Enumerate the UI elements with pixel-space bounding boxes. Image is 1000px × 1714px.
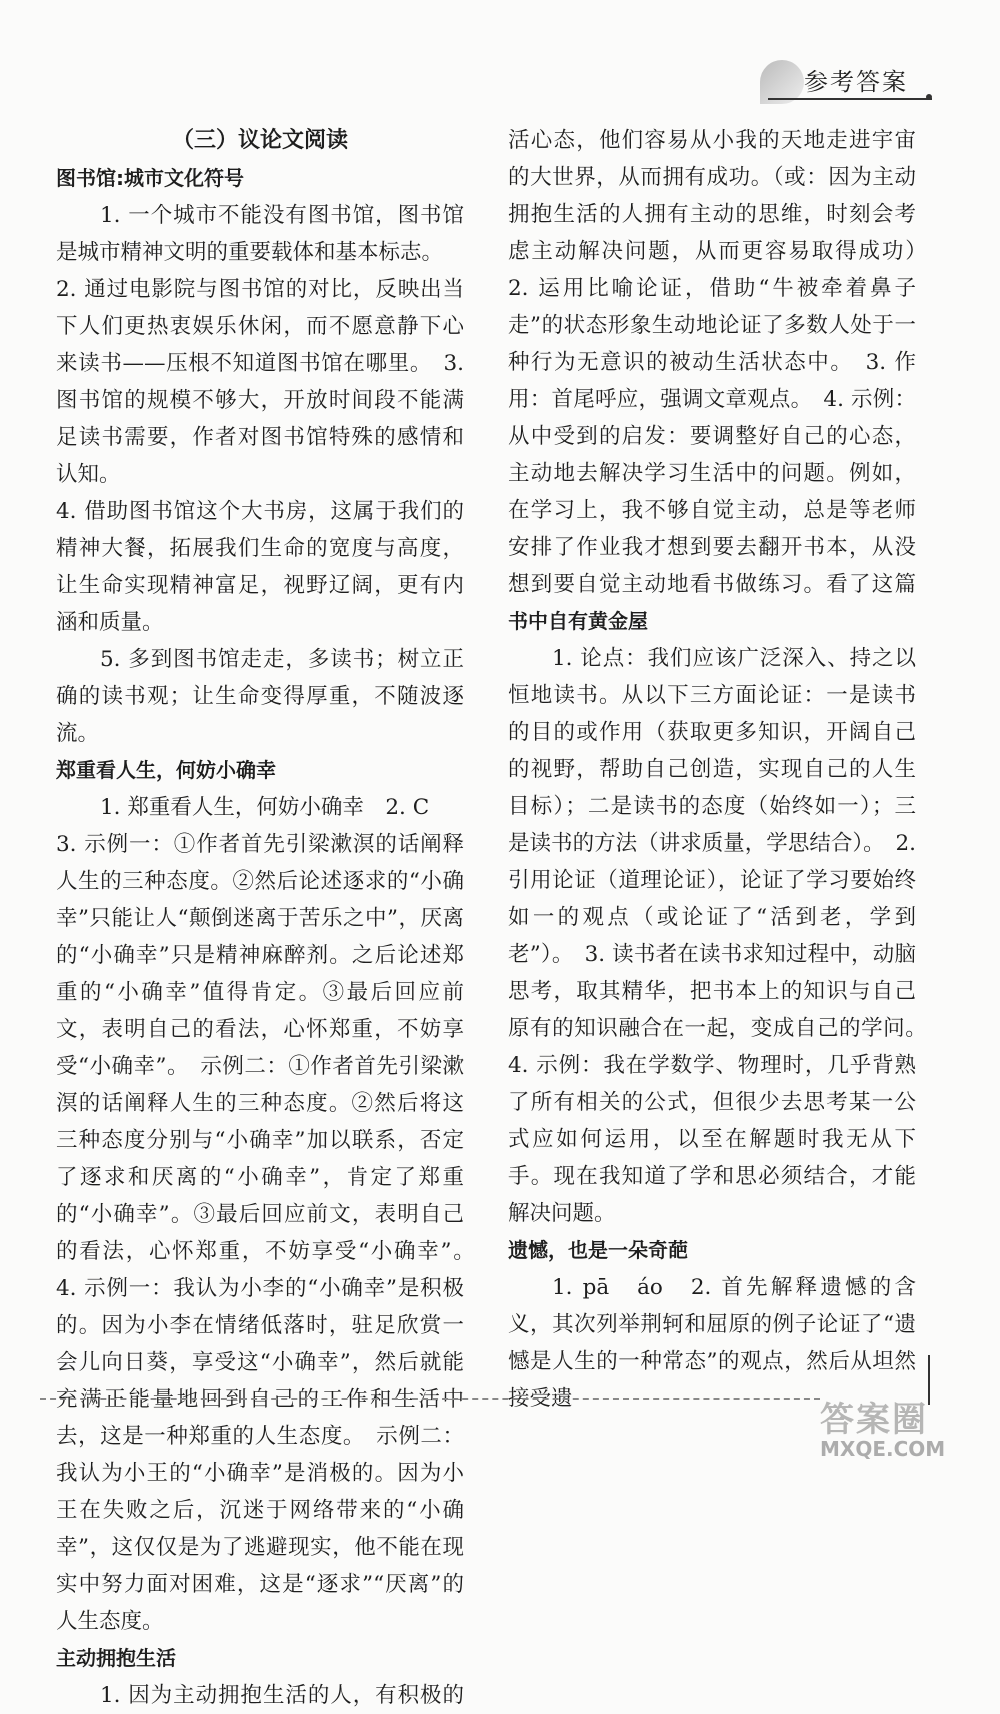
right-column — [508, 122, 938, 1417]
article-title: 主动拥抱生活 — [56, 1646, 176, 1670]
article-title: 书中自有黄金屋 — [508, 609, 648, 633]
answer-paragraph-tail: 活心态，他们容易从小我的天地走进宇宙的大世界，从而拥有成功。（或：因为主动拥抱生活的人拥有主动的思维，时刻会考虑主动解决问题，从而更容易取得成功） 2. 运用比喻论证，借助“牛被牵着鼻子走”的状态形象生动地论证了多数人处于一种行为无意识的被动生活状态中。 3. 作用：首尾呼应，强调文章观点。 4. 示例：从中受到的启发：要调整好自己的心态，主动地去解决学习生活中的问题。例如，在学习上，我不够自觉主动，总是等老师安排了作业我才想到要去翻开书本，从没想到要自觉主动地看书做练习。看了这篇 — [508, 128, 916, 597]
answer-paragraph: 1. 论点：我们应该广泛深入、持之以恒地读书。从以下三方面论证：一是读书的目的或作用（获取更多知识，开阔自己的视野，帮助自己创造，实现自己的人生目标）；二是读书的态度（始终如一）；三是读书的方法（讲求质量，学思结合）。 2. 引用论证（道理论证），论证了学习要始终如一的观点（或论证了“活到老，学到老”）。 3. 读书者在读书求知过程中，动脑思考，取其精华，把书本上的知识与自己原有的知识融合在一起，变成自己的学问。 4. 示例：我在学数学、物理时，几乎背熟了所有相关的公式，但很少去思考某一公式应如何运用，以至在解题时我无从下手。现在我知道了学和思必须结合，才能解决问题。 — [508, 646, 938, 1226]
article-title: 遗憾，也是一朵奇葩 — [508, 1238, 688, 1262]
answer-paragraph: 3. 示例一：①作者首先引梁漱溟的话阐释人生的三种态度。②然后论述逐求的“小确幸”只能让人“颠倒迷离于苦乐之中”，厌离的“小确幸”只是精神麻醉剂。之后论述郑重的“小确幸”值得肯定。③最后回应前文，表明自己的看法，心怀郑重，不妨享受“小确幸”。 示例二：①作者首先引梁漱溟的话阐释人生的三种态度。②然后将这三种态度分别与“小确幸”加以联系，否定了逐求和厌离的“小确幸”，肯定了郑重的“小确幸”。③最后回应前文，表明自己的看法，心怀郑重，不妨享受“小确幸”。 4. 示例一：我认为小李的“小确幸”是积极的。因为小李在情绪低落时，驻足欣赏一会儿向日葵，享受这“小确幸”，然后就能充满正能量地回到自己的工作和生活中去，这是一种郑重的人生态度。 示例二：我认为小王的“小确幸”是消极的。因为小王在失败之后，沉迷于网络带来的“小确幸”，这仅仅是为了逃避现实，他不能在现实中努力面对困难，这是“逐求”“厌离”的人生态度。 — [56, 832, 486, 1634]
article-title: 郑重看人生，何妨小确幸 — [56, 758, 276, 782]
article-title: 图书馆:城市文化符号 — [56, 166, 244, 190]
answer-paragraph: 1. pā áo 2. 首先解释遗憾的含义，其次列举荆轲和屈原的例子论证了“遗憾是人生的一种常态”的观点，然后从坦然接受遗 — [508, 1275, 916, 1411]
answer-paragraph: 1. 一个城市不能没有图书馆，图书馆是城市精神文明的重要载体和基本标志。 — [56, 203, 464, 265]
left-column — [56, 122, 486, 1714]
answer-paragraph-continued — [56, 1677, 464, 1714]
watermark-text: 答案圈 — [820, 1400, 928, 1440]
answer-paragraph: 1. 因为主动拥抱生活的人，有积极的 — [100, 1683, 464, 1708]
answer-paragraph: 5. 多到图书馆走走，多读书；树立正确的读书观；让生命变得厚重，不随波逐流。 — [56, 647, 464, 746]
section-title: （三）议论文阅读 — [171, 128, 348, 153]
answer-paragraph: 4. 借助图书馆这个大书房，这属于我们的精神大餐，拓展我们生命的宽度与高度，让生命实现精神富足，视野辽阔，更有内涵和质量。 — [56, 499, 464, 635]
continued-text-wrapper — [508, 122, 916, 603]
answer-paragraph: 2. 通过电影院与图书馆的对比，反映出当下人们更热衷娱乐休闲，而不愿意静下心来读书——压根不知道图书馆在哪里。 3. 图书馆的规模不够大，开放时间段不能满足读书需要，作者对图书馆特殊的感情和认知。 — [56, 277, 464, 487]
watermark — [820, 1392, 990, 1462]
header-dot — [926, 94, 932, 100]
watermark-url: MXQE.COM — [820, 1437, 946, 1461]
page-header-title: 参考答案 — [804, 68, 908, 96]
answer-paragraph: 1. 郑重看人生，何妨小确幸 2. C — [100, 795, 430, 820]
footer-divider — [40, 1398, 820, 1400]
